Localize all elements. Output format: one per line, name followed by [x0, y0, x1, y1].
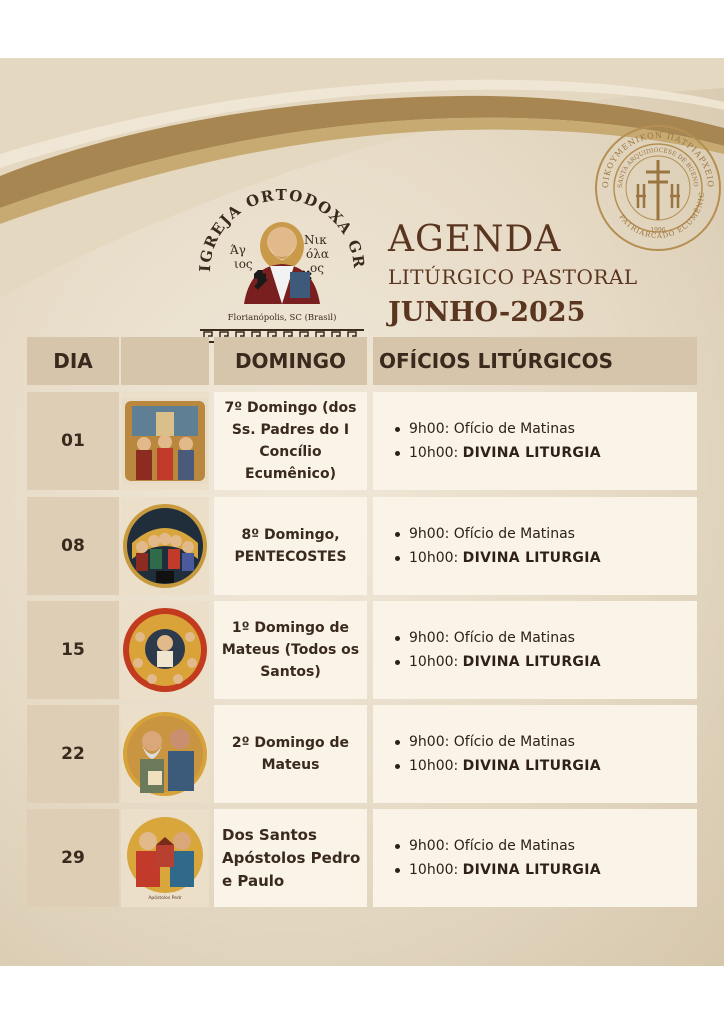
liturgia-text: DIVINA LITURGIA	[462, 758, 601, 774]
pentecost-icon	[122, 503, 208, 589]
icon-cell	[121, 809, 209, 907]
title-subtitle: LITÚRGICO PASTORAL	[388, 265, 638, 289]
oficios-cell	[373, 601, 697, 699]
dia-value: 22	[61, 744, 85, 764]
dia-cell	[27, 392, 119, 490]
icon-cell	[121, 601, 209, 699]
matinas-line	[395, 626, 697, 650]
domingo-cell	[214, 497, 367, 595]
liturgia-text: DIVINA LITURGIA	[462, 445, 601, 461]
domingo-cell	[214, 809, 367, 907]
church-fathers-icon	[122, 398, 208, 484]
bullet-icon	[395, 636, 400, 641]
table-row	[0, 809, 724, 907]
matinas-text: 9h00: Ofício de Matinas	[409, 421, 575, 437]
bullet-icon	[395, 660, 400, 665]
liturgia-text: DIVINA LITURGIA	[462, 654, 601, 670]
header-dia-cell	[27, 337, 119, 385]
matinas-text: 9h00: Ofício de Matinas	[409, 526, 575, 542]
table-row	[0, 705, 724, 803]
header-domingo: DOMINGO	[234, 349, 347, 373]
table-row	[0, 601, 724, 699]
dia-cell	[27, 601, 119, 699]
dia-cell	[27, 497, 119, 595]
matinas-line	[395, 522, 697, 546]
liturgia-line	[395, 650, 697, 674]
domingo-title: 2º Domingo de Mateus	[231, 735, 350, 773]
logo-greek-left-2: ιος	[234, 257, 253, 271]
bullet-icon	[395, 427, 400, 432]
seal-year: 1996	[650, 227, 666, 234]
header-oficios: OFÍCIOS LITÚRGICOS	[379, 349, 614, 373]
matinas-line	[395, 730, 697, 754]
logo-location: Florianópolis, SC (Brasil)	[227, 313, 337, 323]
seal-ring-text: SANTA ARQUIDIOCESE DE BUENO	[616, 146, 700, 189]
dia-cell	[27, 705, 119, 803]
bullet-icon	[395, 451, 400, 456]
dia-value: 08	[61, 536, 85, 556]
seal-top-text: ΟΙΚΟΥΜΕΝΙΚΟΝ ΠΑΤΡΙΑΡΧΕΙΟ	[600, 130, 716, 189]
oficios-cell	[373, 392, 697, 490]
logo-arc-text: IGREJA ORTODOXA GR	[195, 185, 369, 273]
matinas-text: 9h00: Ofício de Matinas	[409, 838, 575, 854]
liturgia-line	[395, 858, 697, 882]
bullet-icon	[395, 868, 400, 873]
header-domingo-cell	[214, 337, 367, 385]
liturgia-time: 10h00:	[409, 758, 459, 774]
liturgia-time: 10h00:	[409, 862, 459, 878]
domingo-cell	[214, 392, 367, 490]
dia-cell	[27, 809, 119, 907]
liturgia-time: 10h00:	[409, 654, 459, 670]
table-row	[0, 392, 724, 490]
bullet-icon	[395, 764, 400, 769]
matinas-text: 9h00: Ofício de Matinas	[409, 630, 575, 646]
bullet-icon	[395, 740, 400, 745]
liturgia-line	[395, 441, 697, 465]
oficios-cell	[373, 497, 697, 595]
domingo-title: 1º Domingo de Mateus (Todos os Santos)	[221, 620, 360, 680]
domingo-title: 7º Domingo (dos Ss. Padres do I Concílio Ecumênico)	[224, 400, 357, 482]
icon-caption: Apóstolos Pedr	[148, 896, 182, 901]
icon-cell	[121, 705, 209, 803]
table-row	[0, 497, 724, 595]
liturgia-line	[395, 754, 697, 778]
logo-greek-left-1: Άγ	[230, 243, 246, 257]
header-oficios-cell	[373, 337, 697, 385]
domingo-title: Dos Santos Apóstolos Pedro e Paulo	[222, 825, 361, 890]
icon-cell	[121, 392, 209, 490]
church-logo	[192, 154, 372, 354]
seal-bottom-text: PATRIARCADO ECUMÊNIC	[617, 191, 707, 241]
patriarchate-seal	[592, 122, 724, 254]
liturgia-text: DIVINA LITURGIA	[462, 550, 601, 566]
dia-value: 29	[61, 848, 85, 868]
header-dia: DIA	[53, 349, 93, 373]
domingo-cell	[214, 705, 367, 803]
logo-greek-right-3: ος	[310, 261, 324, 275]
matinas-text: 9h00: Ofício de Matinas	[409, 734, 575, 750]
liturgia-text: DIVINA LITURGIA	[462, 862, 601, 878]
oficios-cell	[373, 705, 697, 803]
logo-greek-right-2: όλα	[306, 247, 329, 261]
bullet-icon	[395, 844, 400, 849]
icon-cell	[121, 497, 209, 595]
dia-value: 15	[61, 640, 85, 660]
domingo-title: 8º Domingo, PENTECOSTES	[234, 527, 347, 565]
bullet-icon	[395, 532, 400, 537]
peter-paul-icon	[122, 815, 208, 901]
title-agenda: AGENDA	[388, 219, 562, 260]
domingo-cell	[214, 601, 367, 699]
matinas-line	[395, 417, 697, 441]
oficios-cell	[373, 809, 697, 907]
agenda-poster	[0, 58, 724, 966]
all-saints-icon	[122, 607, 208, 693]
title-month: JUNHO-2025	[388, 297, 586, 328]
logo-greek-right-1: Νικ	[304, 233, 327, 247]
liturgia-time: 10h00:	[409, 445, 459, 461]
apostles-calling-icon	[122, 711, 208, 797]
bullet-icon	[395, 556, 400, 561]
liturgia-time: 10h00:	[409, 550, 459, 566]
matinas-line	[395, 834, 697, 858]
dia-value: 01	[61, 431, 85, 451]
header-image-cell	[121, 337, 209, 385]
liturgia-line	[395, 546, 697, 570]
